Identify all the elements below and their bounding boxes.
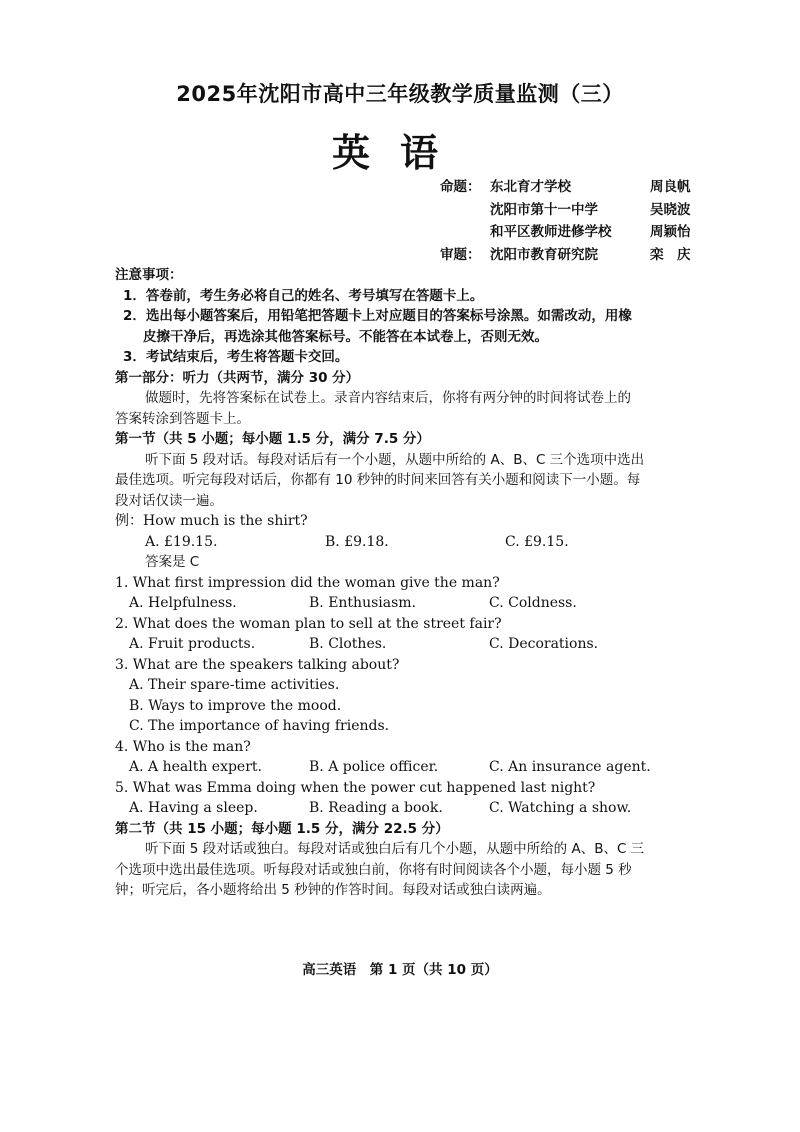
option: A. Their spare-time activities. (129, 677, 340, 693)
example-options (115, 532, 695, 553)
example-question: 例：How much is the shirt? (115, 513, 308, 529)
option: A. £19.15. (145, 533, 218, 550)
author-name: 吴晓波 (650, 201, 691, 218)
question: 4. Who is the man? (115, 738, 251, 755)
exam-title: 2025年沈阳市高中三年级教学质量监测（三） (176, 82, 624, 106)
question-options (115, 798, 695, 819)
option: B. Clothes. (309, 636, 387, 652)
section2-intro-line: 个选项中选出最佳选项。听每段对话或独白前，你将有时间阅读各个小题，每小题 5 秒 (115, 861, 632, 878)
author-name: 栾 庆 (650, 246, 691, 263)
section2-heading: 第二节（共 15 小题；每小题 1.5 分，满分 22.5 分） (115, 820, 449, 837)
author-org: 沈阳市教育研究院 (490, 246, 598, 263)
option: B. Ways to improve the mood. (129, 697, 342, 714)
section1-heading: 第一节（共 5 小题；每小题 1.5 分，满分 7.5 分） (115, 431, 430, 447)
option: C. Watching a show. (489, 800, 632, 816)
option: A. Having a sleep. (129, 800, 258, 816)
question: 2. What does the woman plan to sell at the street fair? (115, 615, 502, 632)
question: 1. What first impression did the woman give the man? (115, 574, 500, 591)
option: C. An insurance agent. (489, 759, 651, 775)
author-role (440, 199, 490, 222)
question-options (115, 593, 695, 614)
notice-item: 3．考试结束后，考生将答题卡交回。 (123, 349, 349, 365)
option: C. The importance of having friends. (129, 718, 390, 734)
exam-content (115, 265, 695, 901)
option: A. Helpfulness. (129, 595, 237, 611)
question-options (115, 634, 695, 655)
notice-heading: 注意事项： (115, 267, 183, 283)
question: 3. What are the speakers talking about? (115, 656, 400, 673)
option: A. A health expert. (129, 759, 262, 775)
notice-item: 2．选出每小题答案后，用铅笔把答题卡上对应题目的答案标号涂黑。如需改动，用橡 (123, 308, 632, 324)
section1-intro-line: 听下面 5 段对话。每段对话后有一个小题，从题中所给的 A、B、C 三个选项中选出 (145, 451, 645, 468)
notice-item: 1．答卷前，考生务必将自己的姓名、考号填写在答题卡上。 (123, 287, 484, 304)
question: 5. What was Emma doing when the power cut happened last night? (115, 779, 596, 796)
author-row (440, 199, 740, 222)
option: A. Fruit products. (129, 636, 256, 652)
author-row (440, 221, 740, 244)
option: B. A police officer. (309, 759, 439, 775)
author-row (440, 176, 740, 199)
author-org: 和平区教师进修学校 (490, 224, 612, 240)
section2-intro-line: 听下面 5 段对话或独白。每段对话或独白后有几个小题，从题中所给的 A、B、C 三 (145, 841, 645, 857)
option: B. £9.18. (325, 533, 389, 550)
subject-title: 英语 (331, 131, 468, 175)
author-name: 周良帆 (650, 179, 691, 195)
option: B. Enthusiasm. (309, 595, 417, 611)
section2-intro-line: 钟；听完后，各小题将给出 5 秒钟的作答时间。每段对话或独白读两遍。 (115, 882, 551, 898)
question-options (115, 757, 695, 778)
part1-intro-line: 答案转涂到答题卡上。 (115, 410, 250, 427)
author-name: 周颖怡 (650, 224, 691, 240)
author-org: 沈阳市第十一中学 (490, 201, 598, 218)
part1-intro-line: 做题时，先将答案标在试卷上。录音内容结束后，你将有两分钟的时间将试卷上的 (145, 390, 631, 406)
option: C. Coldness. (489, 595, 577, 611)
author-role: 命题： (440, 179, 481, 195)
section1-intro-line: 最佳选项。听完每段对话后，你都有 10 秒钟的时间来回答有关小题和阅读下一小题。每 (115, 472, 641, 488)
author-row (440, 244, 740, 267)
notice-item-continued: 皮擦干净后，再选涂其他答案标号。不能答在本试卷上，否则无效。 (143, 328, 548, 345)
part1-heading: 第一部分：听力（共两节，满分 30 分） (115, 369, 360, 386)
author-org: 东北育才学校 (490, 179, 571, 195)
author-role: 审题： (440, 246, 481, 263)
option: C. £9.15. (505, 533, 569, 550)
option: B. Reading a book. (309, 800, 443, 816)
example-answer: 答案是 C (145, 554, 200, 570)
option: C. Decorations. (489, 636, 599, 652)
section1-intro-line: 段对话仅读一遍。 (115, 492, 223, 509)
authors-block (440, 176, 740, 266)
page-footer: 高三英语 第 1 页（共 10 页） (302, 962, 498, 978)
author-role (440, 221, 490, 244)
